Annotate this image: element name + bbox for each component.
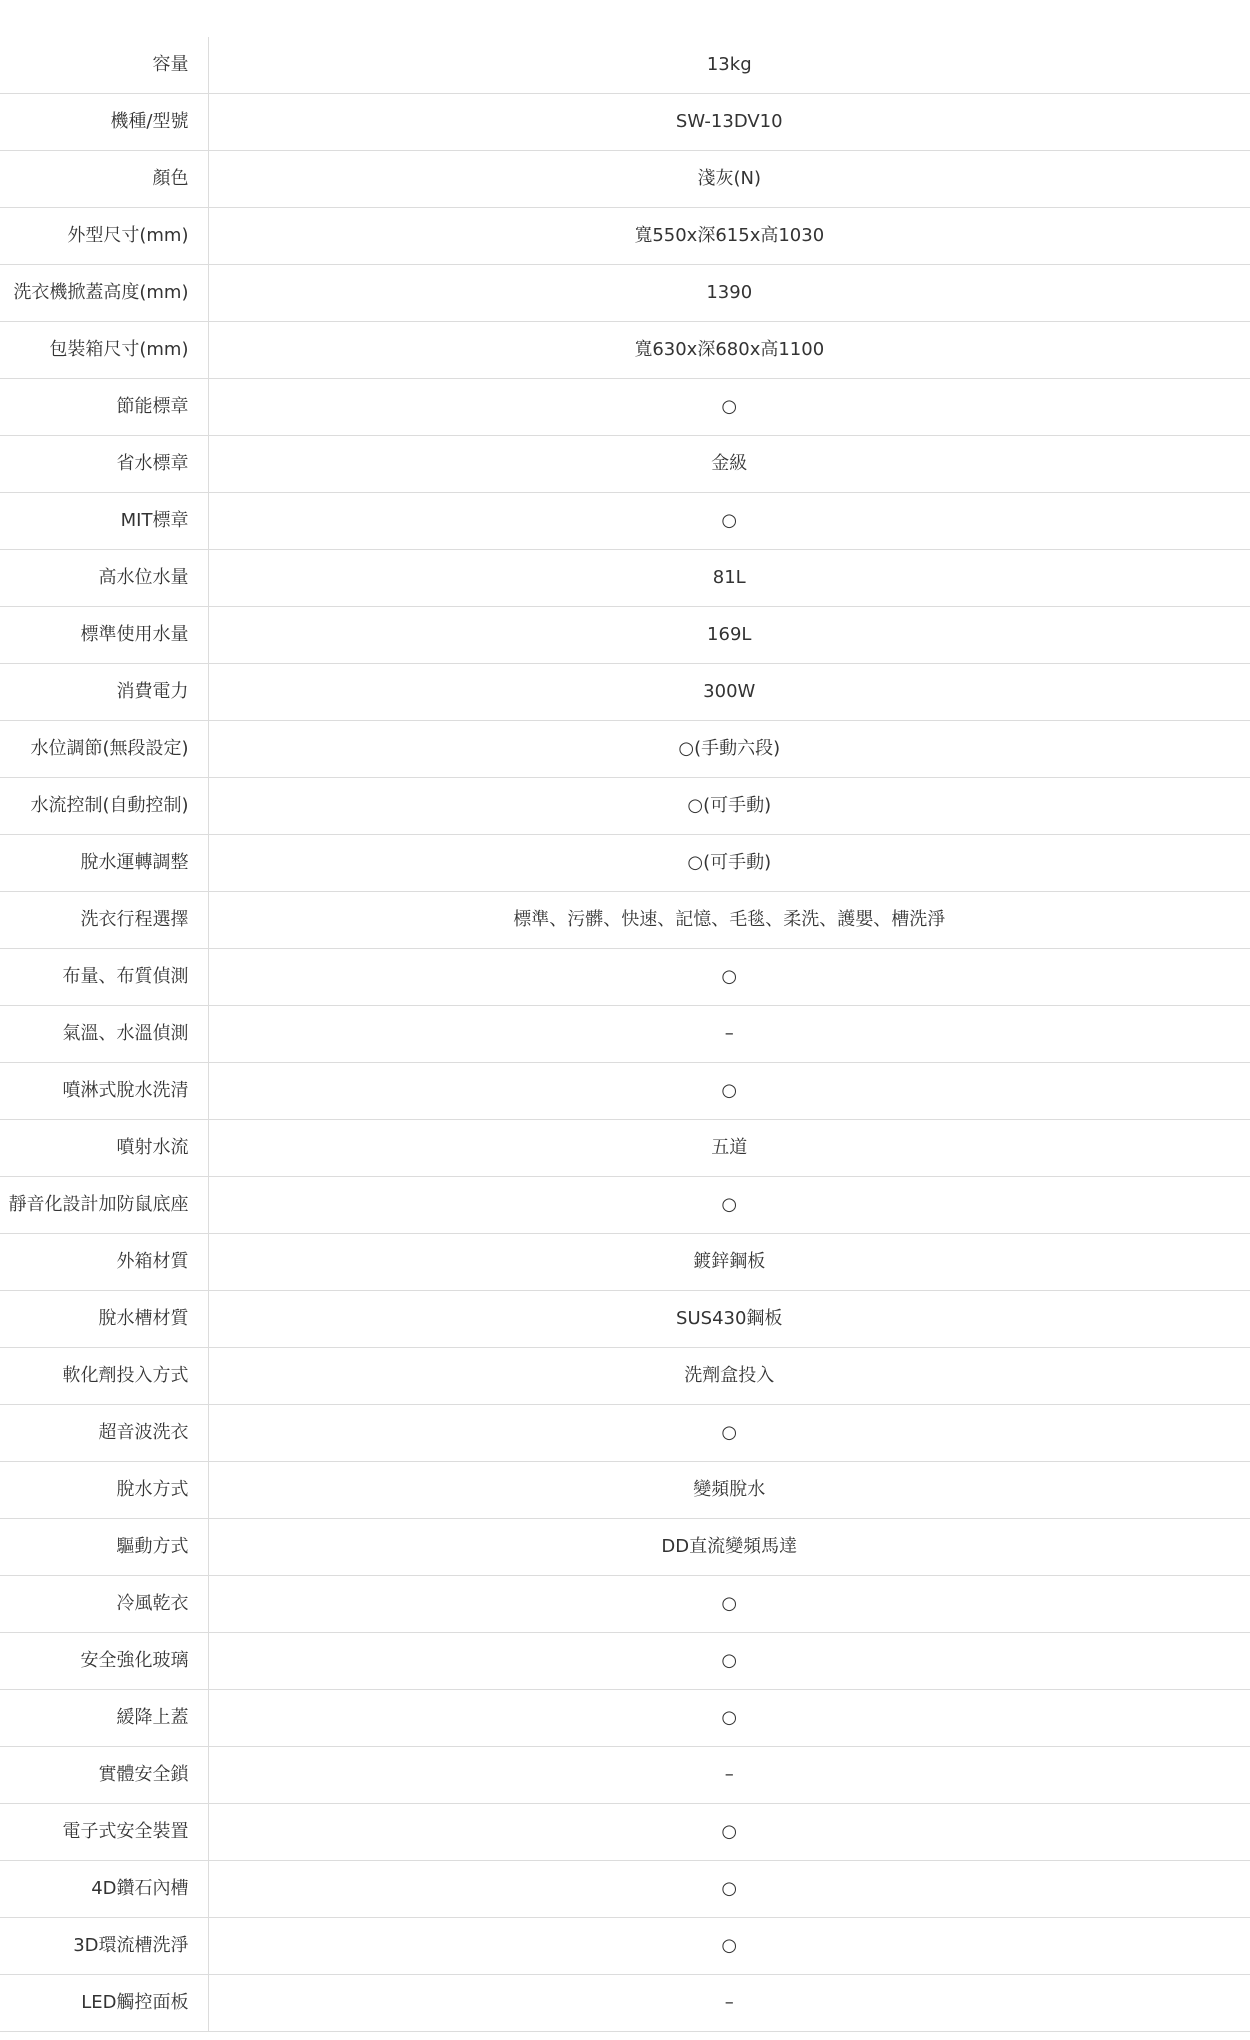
spec-row [0, 1975, 1250, 2032]
spec-value-cell [208, 1462, 1250, 1519]
spec-row [0, 1462, 1250, 1519]
spec-row [0, 550, 1250, 607]
spec-value: ○ [721, 966, 738, 987]
spec-value-cell [208, 892, 1250, 949]
spec-row [0, 1690, 1250, 1747]
spec-row [0, 949, 1250, 1006]
spec-value-cell [208, 493, 1250, 550]
spec-row [0, 1120, 1250, 1177]
spec-row [0, 1063, 1250, 1120]
spec-row [0, 493, 1250, 550]
spec-value: 洗劑盒投入 [684, 1365, 775, 1386]
spec-value-cell [208, 94, 1250, 151]
spec-value: – [724, 1023, 734, 1044]
spec-value: 淺灰(N) [697, 168, 761, 189]
spec-value-cell [208, 1861, 1250, 1918]
spec-label: 脫水槽材質 [0, 1291, 208, 1348]
spec-row [0, 1234, 1250, 1291]
spec-value: ○ [721, 1821, 738, 1842]
spec-label: 高水位水量 [0, 550, 208, 607]
spec-label: 軟化劑投入方式 [0, 1348, 208, 1405]
spec-label: LED觸控面板 [0, 1975, 208, 2032]
spec-row [0, 265, 1250, 322]
spec-value: ○ [721, 510, 738, 531]
spec-value-cell [208, 37, 1250, 94]
spec-value-cell [208, 436, 1250, 493]
spec-row [0, 1576, 1250, 1633]
spec-label: 布量、布質偵測 [0, 949, 208, 1006]
spec-label: 水流控制(自動控制) [0, 778, 208, 835]
spec-value: – [724, 1764, 734, 1785]
spec-label: 電子式安全裝置 [0, 1804, 208, 1861]
spec-table-container [0, 37, 1250, 2032]
spec-value-cell [208, 1576, 1250, 1633]
spec-row [0, 664, 1250, 721]
spec-row [0, 778, 1250, 835]
spec-value: 寬630x深680x高1100 [634, 339, 825, 360]
spec-table-body [0, 37, 1250, 2032]
spec-value: ○(可手動) [687, 852, 772, 873]
spec-value: 300W [703, 681, 756, 702]
spec-label: 機種/型號 [0, 94, 208, 151]
spec-value-cell [208, 379, 1250, 436]
spec-value: DD直流變頻馬達 [661, 1536, 798, 1557]
spec-label: 超音波洗衣 [0, 1405, 208, 1462]
spec-value: ○ [721, 1080, 738, 1101]
spec-value: ○ [721, 1935, 738, 1956]
spec-label: 消費電力 [0, 664, 208, 721]
spec-row [0, 1405, 1250, 1462]
spec-value: 變頻脫水 [693, 1479, 766, 1500]
spec-label: 冷風乾衣 [0, 1576, 208, 1633]
spec-value: SUS430鋼板 [676, 1308, 783, 1329]
spec-value: 寬550x深615x高1030 [634, 225, 825, 246]
spec-row [0, 322, 1250, 379]
spec-row [0, 37, 1250, 94]
spec-value-cell [208, 1918, 1250, 1975]
spec-row [0, 1177, 1250, 1234]
spec-value-cell [208, 835, 1250, 892]
spec-value-cell [208, 322, 1250, 379]
spec-label: 包裝箱尺寸(mm) [0, 322, 208, 379]
spec-table [0, 37, 1250, 2032]
spec-row [0, 1804, 1250, 1861]
spec-value: ○ [721, 1707, 738, 1728]
spec-value: ○(可手動) [687, 795, 772, 816]
spec-value: ○ [721, 1422, 738, 1443]
spec-row [0, 835, 1250, 892]
spec-value-cell [208, 664, 1250, 721]
spec-label: 省水標章 [0, 436, 208, 493]
spec-value: ○ [721, 1194, 738, 1215]
spec-label: 4D鑽石內槽 [0, 1861, 208, 1918]
spec-value-cell [208, 1975, 1250, 2032]
spec-value-cell [208, 1063, 1250, 1120]
spec-value: – [724, 1992, 734, 2013]
spec-label: 實體安全鎖 [0, 1747, 208, 1804]
spec-row [0, 1348, 1250, 1405]
spec-row [0, 1006, 1250, 1063]
spec-value-cell [208, 1519, 1250, 1576]
spec-row [0, 1747, 1250, 1804]
spec-row [0, 379, 1250, 436]
spec-value: 金級 [711, 453, 748, 474]
spec-label: 顏色 [0, 151, 208, 208]
spec-value-cell [208, 1291, 1250, 1348]
spec-value-cell [208, 550, 1250, 607]
spec-value: 標準、污髒、快速、記憶、毛毯、柔洗、護嬰、槽洗淨 [513, 909, 946, 930]
spec-value-cell [208, 1405, 1250, 1462]
spec-value: 169L [707, 624, 752, 645]
spec-value: ○ [721, 1593, 738, 1614]
spec-label: 噴淋式脫水洗清 [0, 1063, 208, 1120]
spec-label: 靜音化設計加防鼠底座 [0, 1177, 208, 1234]
spec-label: 氣溫、水溫偵測 [0, 1006, 208, 1063]
spec-value-cell [208, 778, 1250, 835]
spec-value: ○ [721, 396, 738, 417]
spec-label: 標準使用水量 [0, 607, 208, 664]
spec-value: 五道 [711, 1137, 748, 1158]
spec-value: 1390 [706, 282, 753, 303]
spec-value: 81L [712, 567, 746, 588]
spec-row [0, 1918, 1250, 1975]
spec-row [0, 436, 1250, 493]
spec-value-cell [208, 949, 1250, 1006]
spec-value: ○(手動六段) [678, 738, 781, 759]
spec-value: ○ [721, 1650, 738, 1671]
spec-value-cell [208, 1177, 1250, 1234]
spec-row [0, 151, 1250, 208]
spec-label: 外箱材質 [0, 1234, 208, 1291]
spec-row [0, 1291, 1250, 1348]
spec-value-cell [208, 151, 1250, 208]
spec-value-cell [208, 1348, 1250, 1405]
spec-label: 緩降上蓋 [0, 1690, 208, 1747]
spec-row [0, 1861, 1250, 1918]
spec-label: 水位調節(無段設定) [0, 721, 208, 778]
spec-label: 脫水方式 [0, 1462, 208, 1519]
spec-value-cell [208, 1633, 1250, 1690]
spec-label: 噴射水流 [0, 1120, 208, 1177]
spec-value-cell [208, 1120, 1250, 1177]
spec-value: ○ [721, 1878, 738, 1899]
spec-row [0, 94, 1250, 151]
spec-label: 安全強化玻璃 [0, 1633, 208, 1690]
spec-label: 外型尺寸(mm) [0, 208, 208, 265]
spec-value-cell [208, 1234, 1250, 1291]
spec-value-cell [208, 265, 1250, 322]
spec-row [0, 1633, 1250, 1690]
spec-value-cell [208, 721, 1250, 778]
spec-label: 3D環流槽洗淨 [0, 1918, 208, 1975]
spec-value-cell [208, 1804, 1250, 1861]
spec-row [0, 607, 1250, 664]
spec-row [0, 721, 1250, 778]
spec-value: SW-13DV10 [675, 111, 783, 132]
spec-row [0, 1519, 1250, 1576]
spec-label: 驅動方式 [0, 1519, 208, 1576]
spec-label: 洗衣行程選擇 [0, 892, 208, 949]
spec-value-cell [208, 1690, 1250, 1747]
spec-value-cell [208, 208, 1250, 265]
spec-row [0, 892, 1250, 949]
spec-value: 13kg [706, 54, 752, 75]
spec-label: 容量 [0, 37, 208, 94]
spec-label: 脫水運轉調整 [0, 835, 208, 892]
spec-label: 節能標章 [0, 379, 208, 436]
spec-label: 洗衣機掀蓋高度(mm) [0, 265, 208, 322]
spec-value: 鍍鋅鋼板 [693, 1251, 766, 1272]
spec-value-cell [208, 1747, 1250, 1804]
spec-value-cell [208, 607, 1250, 664]
spec-value-cell [208, 1006, 1250, 1063]
spec-row [0, 208, 1250, 265]
spec-label: MIT標章 [0, 493, 208, 550]
